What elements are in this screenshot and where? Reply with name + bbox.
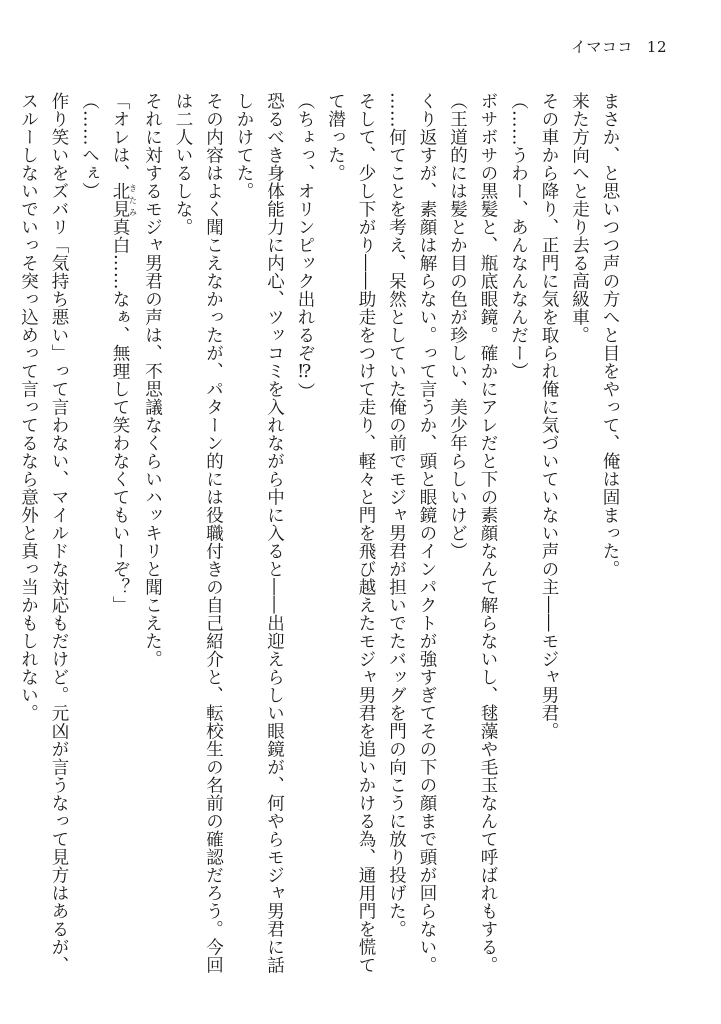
page-number: 12 [646,38,667,56]
furigana-reading: きたみ [128,182,138,218]
header-title: イマココ [570,38,633,56]
text-line: まさか、と思いつつ声の方へと目をやって、俺は固まった。 [600,92,620,578]
text-line: その内容はよく聞こえなかったが、パターン的には役職付きの自己紹介と、転校生の名前の確認だろう。今回 [203,92,224,974]
text-line-with-ruby: 「オレは、北見きたみ真白……なぁ、無理して笑わなくてもいーぞ？」 [110,92,138,614]
furigana-ruby: 北見きたみ [110,182,138,218]
text-line: （……うわー、あんなんなんだー） [508,92,529,380]
text-line: しかけてた。 [234,92,254,200]
text-line: くり返すが、素顔は解らない。って言うか、頭と眼鏡のインパクトが強すぎてその下の顔まで頭が回らない。 [417,92,437,974]
text-line: そして、少し下がり――助走をつけて走り、軽々と門を飛び越えたモジャ男君を追いかける為、通用門を慌て [356,92,376,974]
text-line: （王道的には髪とか目の色が珍しい、美少年らしいけど） [447,92,468,560]
text-line: て潜った。 [325,92,346,182]
text-line: 作り笑いをズバリ「気持ち悪い」って言わない、マイルドな対応もだけど。元凶が言うなって見方はあるが、 [49,92,69,974]
text-line: スルーしないでいっそ突っ込めって言ってるなら意外と真っ当かもしれない。 [18,92,39,722]
text-line: ……何てことを考え、呆然としていた俺の前でモジャ男君が担いでたバッグを門の向こうに放り投げた。 [386,92,407,938]
text-line: それに対するモジャ男君の声は、不思議なくらいハッキリと聞こえた。 [142,92,163,668]
text-line: （……へぇ） [79,92,100,200]
text-line: ボサボサの黒髪と、瓶底眼鏡。確かにアレだと下の素顔なんて解らないし、毬藻や毛玉なんて呼ばれもする。 [478,92,498,974]
text-line: 来た方向へと走り去る高級車。 [569,92,590,344]
text-line: は二人いるしな。 [173,92,193,236]
vertical-body-text [18,92,625,982]
text-line: 恐るべき身体能力に内心、ツッコミを入れながら中に入ると――出迎えらしい眼鏡が、何やらモジャ男君に話 [264,92,285,974]
running-header [571,36,667,57]
text-line: その車から降り、正門に気を取られ俺に気づいていない声の主――モジャ男君。 [539,92,559,740]
text-line: （ちょっ、オリンピック出れるぞ⁉） [295,92,315,401]
